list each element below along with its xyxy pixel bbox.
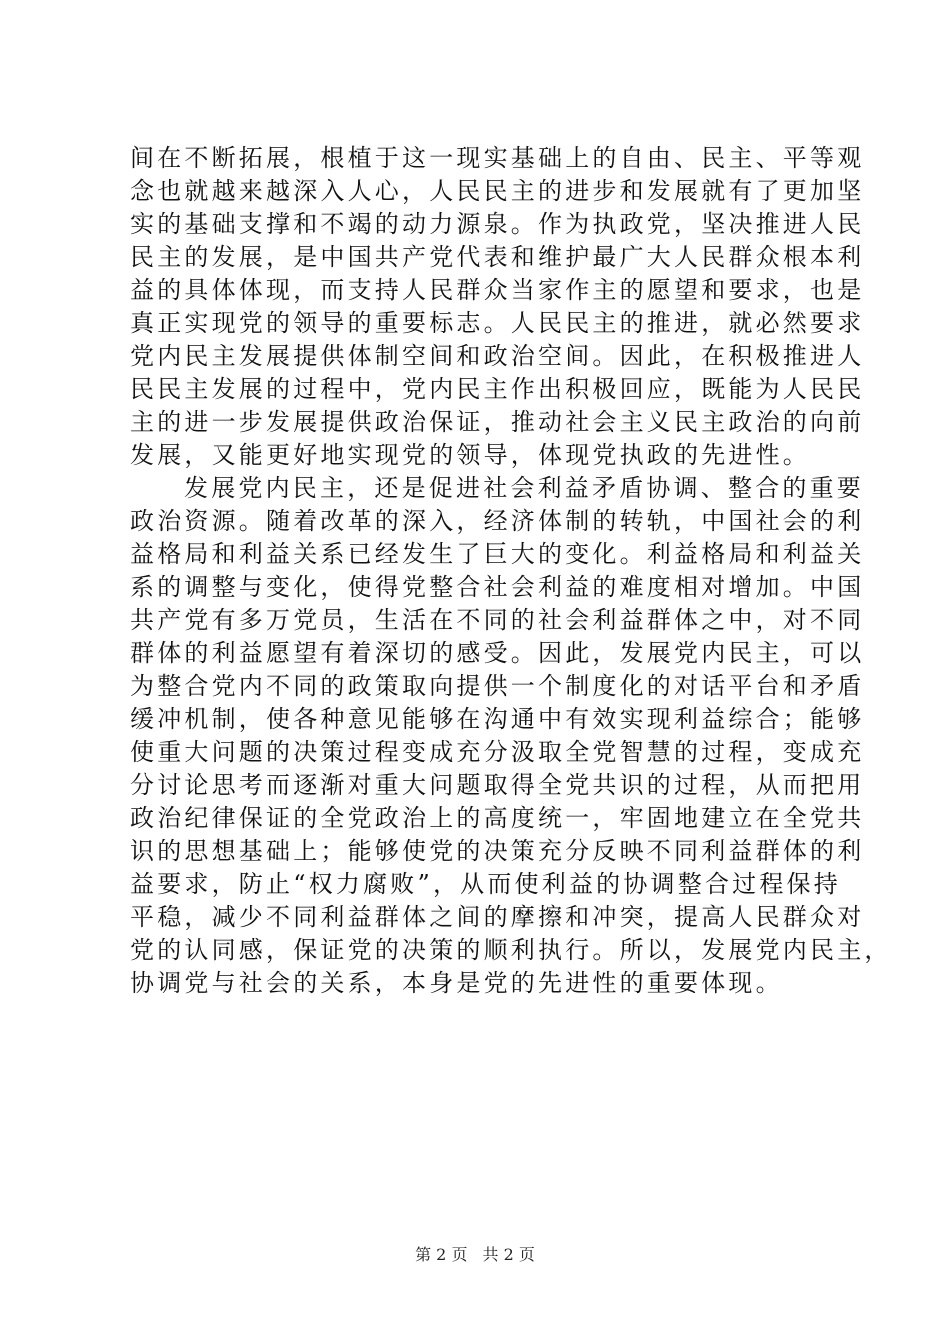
paragraph-1 [130,142,865,472]
text-line: 缓冲机制，使各种意见能够在沟通中有效实现利益综合；能够 [130,705,865,733]
document-body [130,142,892,1000]
text-line: 真正实现党的领导的重要标志。人民民主的推进，就必然要求 [130,309,865,337]
page-number: 第 2 页 [415,1245,468,1264]
text-line: 党内民主发展提供体制空间和政治空间。因此，在积极推进人 [130,342,865,370]
text-line: 政治资源。随着改革的深入，经济体制的转轨，中国社会的利 [130,507,865,535]
text-line: 群体的利益愿望有着深切的感受。因此，发展党内民主，可以 [130,639,865,667]
text-line: 益的具体体现，而支持人民群众当家作主的愿望和要求，也是 [130,276,865,304]
text-line: 为整合党内不同的政策取向提供一个制度化的对话平台和矛盾 [130,672,865,700]
text-line: 念也就越来越深入人心，人民民主的进步和发展就有了更加坚 [130,177,865,205]
text-line: 分讨论思考而逐渐对重大问题取得全党共识的过程，从而把用 [130,771,865,799]
text-line: 党的认同感，保证党的决策的顺利执行。所以，发展党内民主， [130,936,892,964]
text-line: 识的思想基础上；能够使党的决策充分反映不同利益群体的利 [130,837,865,865]
text-line: 协调党与社会的关系，本身是党的先进性的重要体现。 [130,969,783,997]
text-line: 政治纪律保证的全党政治上的高度统一，牢固地建立在全党共 [130,804,865,832]
paragraph-2 [130,472,892,1000]
text-line: 益要求，防止“权力腐败”，从而使利益的协调整合过程保持 [130,870,841,898]
text-line: 共产党有多万党员，生活在不同的社会利益群体之中，对不同 [130,606,865,634]
text-line: 发展，又能更好地实现党的领导，体现党执政的先进性。 [130,441,810,469]
page-footer [0,1245,950,1265]
text-line: 平稳，减少不同利益群体之间的摩擦和冲突，提高人民群众对 [130,903,865,931]
text-line: 益格局和利益关系已经发生了巨大的变化。利益格局和利益关 [130,540,865,568]
text-line: 实的基础支撑和不竭的动力源泉。作为执政党，坚决推进人民 [130,210,865,238]
text-line: 间在不断拓展，根植于这一现实基础上的自由、民主、平等观 [130,144,865,172]
text-line: 发展党内民主，还是促进社会利益矛盾协调、整合的重要 [184,474,864,502]
text-line: 系的调整与变化，使得党整合社会利益的难度相对增加。中国 [130,573,865,601]
page-total: 共 2 页 [482,1245,535,1264]
text-line: 民主的发展，是中国共产党代表和维护最广大人民群众根本利 [130,243,865,271]
text-line: 主的进一步发展提供政治保证，推动社会主义民主政治的向前 [130,408,865,436]
text-line: 使重大问题的决策过程变成充分汲取全党智慧的过程，变成充 [130,738,865,766]
text-line: 民民主发展的过程中，党内民主作出积极回应，既能为人民民 [130,375,865,403]
